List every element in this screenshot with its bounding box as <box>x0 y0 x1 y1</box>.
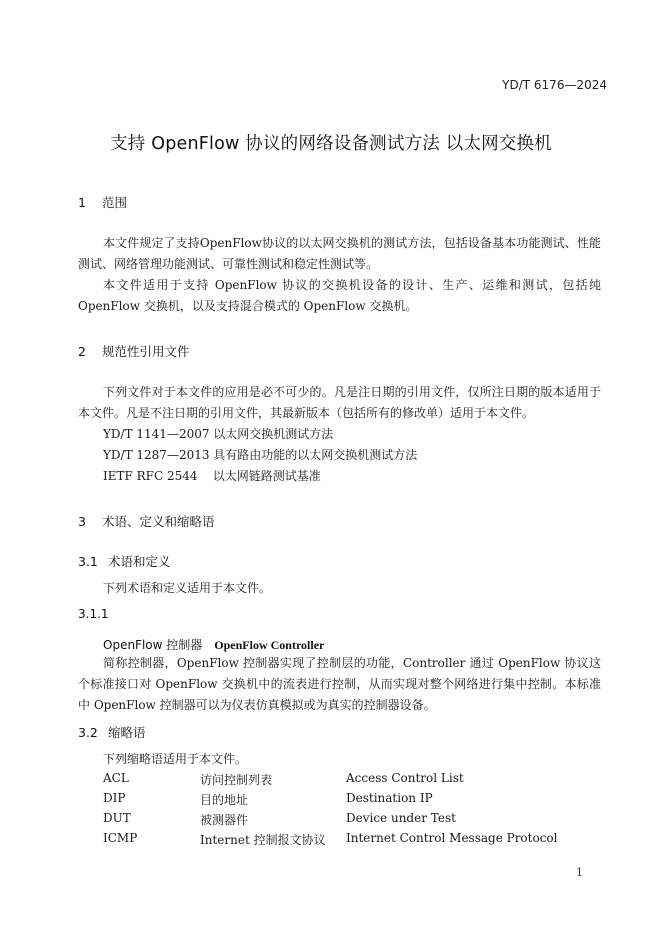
subsection-title: 缩略语 <box>107 725 146 740</box>
section-3-heading <box>78 512 215 530</box>
abbreviations-intro: 下列缩略语适用于本文件。 <box>103 752 248 766</box>
section-number: 2 <box>78 344 86 359</box>
subsection-3-2-heading <box>78 723 146 741</box>
document-title: 支持 OpenFlow 协议的网络设备测试方法 以太网交换机 <box>110 134 552 154</box>
abbreviation-english: Internet Control Message Protocol <box>346 831 558 845</box>
section-2-heading <box>78 342 190 360</box>
subsection-title: 术语和定义 <box>107 554 171 569</box>
subsection-3-1-heading <box>78 552 171 570</box>
term-name-chinese: OpenFlow 控制器 <box>103 638 203 652</box>
abbreviation-english: Access Control List <box>346 771 464 785</box>
subsection-number: 3.2 <box>78 725 98 740</box>
abbreviation: ICMP <box>103 831 138 845</box>
abbreviation-english: Device under Test <box>346 811 456 825</box>
abbreviation: DUT <box>103 811 131 825</box>
abbreviation: ACL <box>103 771 129 785</box>
reference-item: IETF RFC 2544 以太网链路测试基准 <box>103 469 321 483</box>
abbreviation-chinese: 访问控制列表 <box>200 773 273 787</box>
section-1-heading <box>78 193 127 211</box>
abbreviation-chinese: 目的地址 <box>200 793 249 807</box>
term-definition: 简称控制器，OpenFlow 控制器实现了控制层的功能，Controller 通过 OpenFlow 协议这个标准接口对 OpenFlow 交换机中的流表进行控制，从而实现对整个网络进行集中控制。本标准中 OpenFlow 控制器可以为仪表仿真模拟或为真实的控制器设备。 <box>78 656 601 712</box>
normative-paragraph: 下列文件对于本文件的应用是必不可少的。凡是注日期的引用文件，仅所注日期的版本适用于本文件。凡是不注日期的引用文件，其最新版本（包括所有的修改单）适用于本文件。 <box>78 385 601 420</box>
reference-item: YD/T 1287—2013 具有路由功能的以太网交换机测试方法 <box>103 448 418 462</box>
page-number: 1 <box>576 866 583 879</box>
subsection-number: 3.1 <box>78 554 98 569</box>
abbreviation-chinese: Internet 控制报文协议 <box>200 833 326 847</box>
section-number: 1 <box>78 195 86 210</box>
abbreviation-english: Destination IP <box>346 791 433 805</box>
terms-intro: 下列术语和定义适用于本文件。 <box>103 581 272 595</box>
term-number: 3.1.1 <box>78 607 109 621</box>
scope-paragraph-2: 本文件适用于支持 OpenFlow 协议的交换机设备的设计、生产、运维和测试，包括纯 OpenFlow 交换机，以及支持混合模式的 OpenFlow 交换机。 <box>78 278 601 313</box>
section-number: 3 <box>78 514 86 529</box>
scope-paragraph-1: 本文件规定了支持OpenFlow协议的以太网交换机的测试方法，包括设备基本功能测试、性能测试、网络管理功能测试、可靠性测试和稳定性测试等。 <box>78 236 601 271</box>
section-title: 范围 <box>101 195 127 210</box>
document-code: YD/T 6176—2024 <box>502 78 607 92</box>
abbreviation-chinese: 被测器件 <box>200 813 249 827</box>
section-title: 术语、定义和缩略语 <box>101 514 215 529</box>
abbreviation: DIP <box>103 791 126 805</box>
term-name <box>103 636 324 653</box>
term-name-english: OpenFlow Controller <box>214 638 325 652</box>
reference-item: YD/T 1141—2007 以太网交换机测试方法 <box>103 427 334 441</box>
section-title: 规范性引用文件 <box>101 344 190 359</box>
